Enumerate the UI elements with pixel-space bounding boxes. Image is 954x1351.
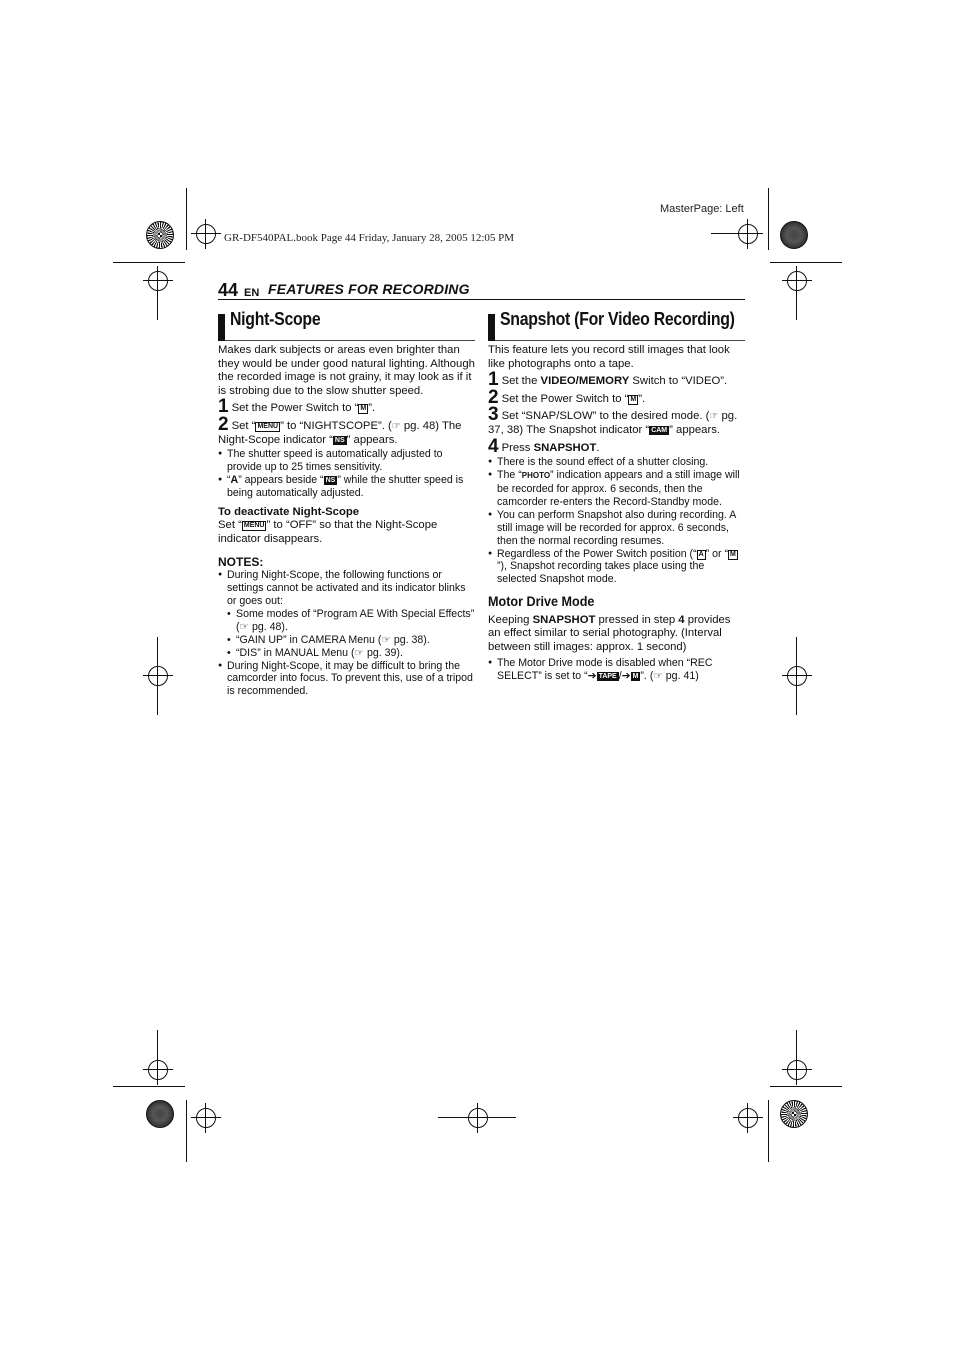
crop-mark: [768, 188, 769, 250]
step-number: 2: [218, 413, 229, 435]
nightscope-intro: Makes dark subjects or areas even brighter than they would be under good natural lighting. Although the recorded image is not grainy, it may look as if it is strobing due to the slow shutter speed.: [218, 344, 475, 397]
nightscope-bullet-1: ● The shutter speed is automatically adjusted to provide up to 25 times sensitivity.: [218, 448, 475, 474]
nightscope-step-1: 1 Set the Power Switch to “ M ”.: [218, 396, 376, 418]
gray-patch-icon: [780, 221, 808, 249]
memory-icon: M: [632, 672, 639, 680]
snapshot-step-1: 1 Set the VIDEO/MEMORY Switch to “VIDEO”.: [488, 369, 728, 391]
nightscope-indicator-icon: NS: [325, 476, 336, 484]
language-code: EN: [244, 287, 260, 299]
reference-icon: ☞: [709, 411, 719, 423]
master-page-label: MasterPage: Left: [660, 203, 744, 215]
crop-mark: [186, 188, 187, 250]
crop-mark: [113, 1086, 185, 1087]
registration-mark-icon: [787, 1060, 807, 1080]
heading-bar: [488, 314, 495, 341]
crop-mark: [186, 1100, 187, 1162]
color-rosette-icon: [146, 221, 174, 249]
registration-mark-icon: [148, 1060, 168, 1080]
note-sub-2: • “GAIN UP” in CAMERA Menu (☞ pg. 38).: [218, 634, 475, 647]
registration-mark-icon: [196, 224, 216, 244]
nightscope-title: Night-Scope: [230, 309, 321, 329]
auto-indicator-icon: A: [230, 473, 239, 486]
nightscope-bullet-2: ● “A” appears beside “ NS ” while the shutter speed is being automatically adjusted.: [218, 474, 475, 500]
heading-bar: [218, 314, 225, 341]
crop-mark: [770, 1086, 842, 1087]
notes-heading: NOTES:: [218, 554, 264, 569]
manual-mode-icon: M: [630, 395, 637, 403]
nightscope-indicator-icon: NS: [334, 436, 345, 444]
motor-drive-text: Keeping SNAPSHOT pressed in step 4 provides an effect similar to serial photography. (Interval between still images: approx. 1 second): [488, 613, 731, 653]
registration-mark-icon: [196, 1108, 216, 1128]
reference-icon: ☞: [391, 420, 401, 432]
page-number: 44: [218, 280, 239, 300]
registration-mark-icon: [148, 666, 168, 686]
registration-mark-icon: [468, 1108, 488, 1128]
nightscope-column: [218, 309, 475, 698]
photo-indicator-icon: PHOTO: [521, 471, 551, 481]
snapshot-column: [488, 309, 745, 682]
step-number: 2: [488, 386, 499, 408]
tape-icon: TAPE: [598, 672, 617, 680]
registration-mark-icon: [738, 224, 758, 244]
menu-icon: MENU: [257, 422, 279, 430]
note-1: ● During Night-Scope, the following functions or settings cannot be activated and its indicator blinks or goes out:: [218, 569, 475, 608]
step-number: 1: [218, 396, 229, 418]
auto-mode-icon: A: [698, 550, 704, 558]
step-number: 4: [488, 435, 499, 457]
note-sub-1: • Some modes of “Program AE With Special Effects” (☞ pg. 48).: [218, 608, 475, 634]
camera-icon: CAM: [651, 426, 668, 434]
menu-icon: MENU: [243, 522, 265, 530]
crop-mark: [113, 262, 185, 263]
registration-mark-icon: [738, 1108, 758, 1128]
deactivate-text: Set “ MENU ” to “OFF” so that the Night-Scope indicator disappears.: [218, 519, 438, 545]
color-rosette-icon: [780, 1100, 808, 1128]
step-number: 1: [488, 369, 499, 391]
snapshot-bullet-3: ● You can perform Snapshot also during recording. A still image will be recorded for approx. 6 seconds, then the normal recording resumes.: [488, 509, 745, 548]
snapshot-heading: [488, 309, 745, 341]
step-number: 3: [488, 404, 499, 426]
snapshot-step-3: 3 Set “SNAP/SLOW” to the desired mode. (☞ pg. 37, 38) The Snapshot indicator “ CAM ” appears.: [488, 404, 738, 436]
registration-mark-icon: [787, 666, 807, 686]
deactivate-heading: To deactivate Night-Scope: [218, 505, 360, 518]
arrow-icon: ➔: [621, 669, 631, 682]
crop-mark: [768, 1100, 769, 1162]
snapshot-intro: This feature lets you record still images that look like photographs onto a tape.: [488, 344, 730, 370]
nightscope-heading: [218, 309, 475, 341]
snapshot-title: Snapshot (For Video Recording): [500, 309, 735, 329]
manual-mode-icon: M: [360, 405, 367, 413]
nightscope-step-2: 2 Set “ MENU ” to “NIGHTSCOPE”. (☞ pg. 48) The Night-Scope indicator “ NS ” appears.: [218, 413, 462, 446]
registration-mark-icon: [148, 271, 168, 291]
note-2: ● During Night-Scope, it may be difficult to bring the camcorder into focus. To prevent this, use of a tripod is recommended.: [218, 660, 475, 699]
registration-mark-icon: [787, 271, 807, 291]
gray-patch-icon: [146, 1100, 174, 1128]
arrow-icon: ➔: [587, 669, 597, 682]
snapshot-bullet-1: ● There is the sound effect of a shutter closing.: [488, 456, 745, 469]
motor-drive-heading: Motor Drive Mode: [488, 593, 595, 610]
book-info-line: GR-DF540PAL.book Page 44 Friday, January 28, 2005 12:05 PM: [224, 232, 515, 244]
snapshot-bullet-2: ● The “PHOTO” indication appears and a still image will be recorded for approx. 6 seconds, then the camcorder re-enters the Record-Standby mode.: [488, 469, 745, 509]
motor-drive-bullet: ● The Motor Drive mode is disabled when “REC SELECT” is set to “➔ TAPE /➔ M ”. (☞ pg. 41): [488, 657, 745, 683]
snapshot-step-4: 4 Press SNAPSHOT.: [488, 435, 600, 457]
snapshot-bullet-4: ● Regardless of the Power Switch position (“ A ” or “ M”), Snapshot recording takes place using the selected Snapshot mode.: [488, 548, 745, 587]
note-sub-3: • “DIS” in MANUAL Menu (☞ pg. 39).: [218, 647, 475, 660]
crop-mark: [770, 262, 842, 263]
page-header: [218, 279, 745, 300]
manual-mode-icon: M: [730, 550, 736, 558]
snapshot-step-2: 2 Set the Power Switch to “ M ”.: [488, 386, 646, 408]
section-title: FEATURES FOR RECORDING: [268, 281, 470, 297]
